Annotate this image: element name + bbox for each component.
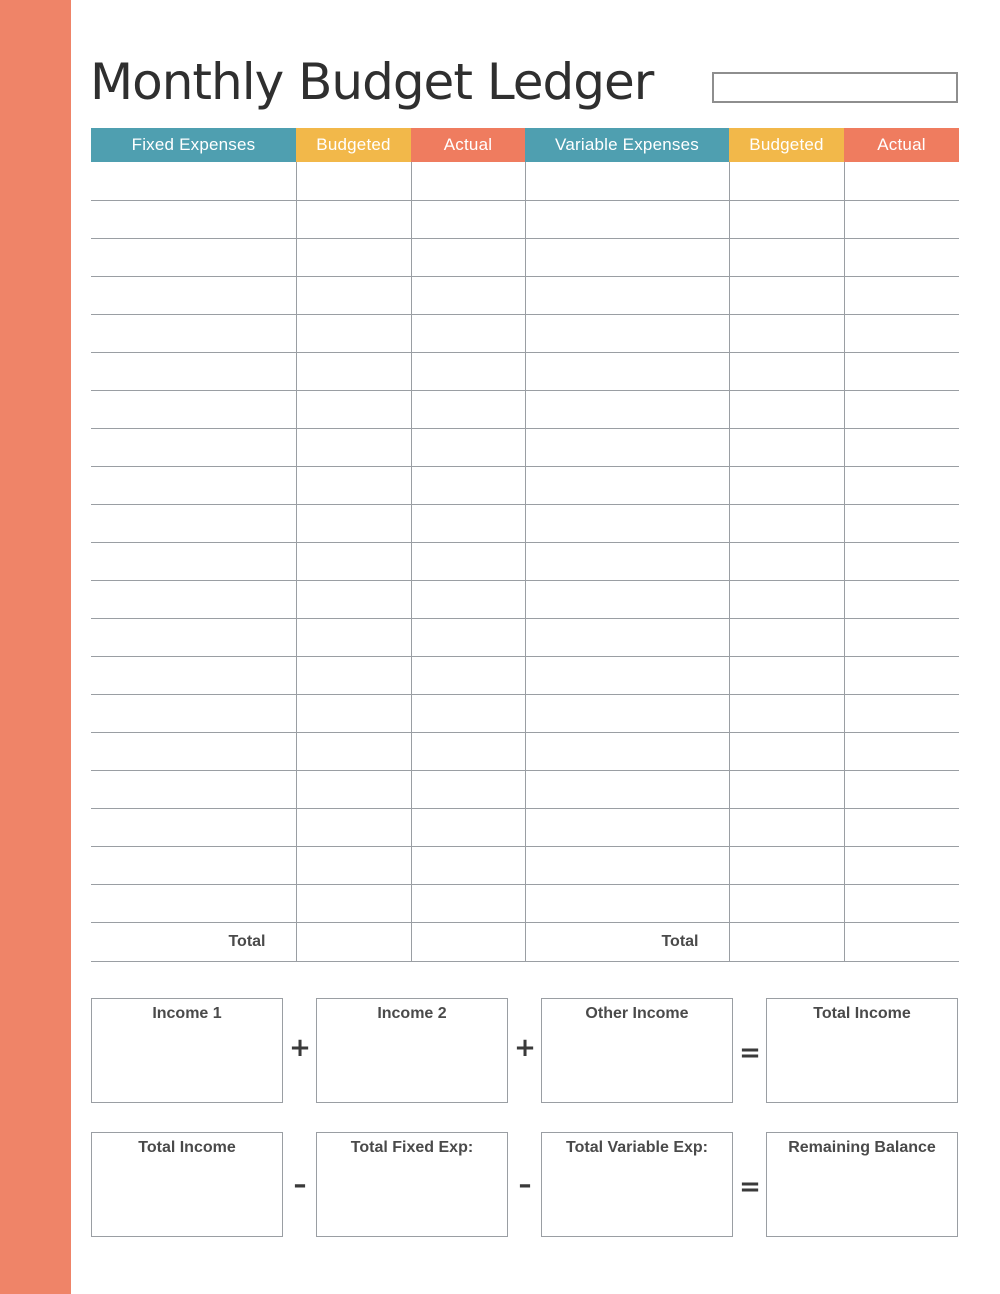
ledger-row	[91, 466, 959, 504]
fixed-budgeted-cell[interactable]	[296, 390, 411, 428]
variable-budgeted-cell[interactable]	[729, 162, 844, 200]
fixed-budgeted-cell[interactable]	[296, 200, 411, 238]
header-fixed-actual: Actual	[411, 128, 525, 162]
remaining-balance-box[interactable]	[766, 1132, 958, 1237]
fixed-actual-cell[interactable]	[411, 390, 525, 428]
fixed-expense-cell[interactable]	[91, 238, 296, 276]
ledger-row	[91, 770, 959, 808]
variable-expense-cell[interactable]	[525, 542, 729, 580]
variable-expense-cell[interactable]	[525, 770, 729, 808]
variable-expense-cell[interactable]	[525, 314, 729, 352]
variable-expense-cell[interactable]	[525, 504, 729, 542]
variable-actual-cell[interactable]	[844, 618, 959, 656]
variable-expense-cell[interactable]	[525, 694, 729, 732]
variable-actual-cell[interactable]	[844, 884, 959, 922]
fixed-actual-cell[interactable]	[411, 542, 525, 580]
variable-budgeted-cell[interactable]	[729, 466, 844, 504]
header-variable-actual: Actual	[844, 128, 959, 162]
plus-operator: +	[289, 1033, 311, 1063]
equals-operator: =	[739, 1038, 761, 1068]
fixed-budgeted-cell[interactable]	[296, 694, 411, 732]
fixed-budgeted-cell[interactable]	[296, 162, 411, 200]
fixed-expense-cell[interactable]	[91, 314, 296, 352]
variable-budgeted-cell[interactable]	[729, 276, 844, 314]
total-variable-exp-label: Total Variable Exp:	[566, 1139, 708, 1156]
income-1-box[interactable]	[91, 998, 283, 1103]
variable-actual-cell[interactable]	[844, 428, 959, 466]
variable-actual-cell[interactable]	[844, 238, 959, 276]
variable-budgeted-total-cell[interactable]	[729, 922, 844, 961]
variable-budgeted-cell[interactable]	[729, 884, 844, 922]
ledger-row	[91, 314, 959, 352]
remaining-balance-label: Remaining Balance	[788, 1139, 936, 1156]
total-income-box-2[interactable]	[91, 1132, 283, 1237]
income-2-label: Income 2	[377, 1005, 447, 1022]
fixed-budgeted-cell[interactable]	[296, 656, 411, 694]
side-color-bar	[0, 0, 71, 1294]
variable-actual-cell[interactable]	[844, 580, 959, 618]
fixed-actual-cell[interactable]	[411, 276, 525, 314]
fixed-budgeted-cell[interactable]	[296, 884, 411, 922]
variable-actual-cell[interactable]	[844, 466, 959, 504]
variable-actual-cell[interactable]	[844, 846, 959, 884]
ledger-row	[91, 276, 959, 314]
header-fixed-expenses: Fixed Expenses	[91, 128, 296, 162]
variable-actual-cell[interactable]	[844, 656, 959, 694]
minus-operator: –	[293, 1170, 307, 1200]
fixed-actual-cell[interactable]	[411, 428, 525, 466]
income-2-box[interactable]	[316, 998, 508, 1103]
ledger-row	[91, 428, 959, 466]
fixed-budgeted-cell[interactable]	[296, 808, 411, 846]
fixed-actual-cell[interactable]	[411, 352, 525, 390]
fixed-actual-cell[interactable]	[411, 808, 525, 846]
fixed-expense-cell[interactable]	[91, 770, 296, 808]
variable-expense-cell[interactable]	[525, 162, 729, 200]
fixed-expense-cell[interactable]	[91, 656, 296, 694]
other-income-box[interactable]	[541, 998, 733, 1103]
fixed-expense-cell[interactable]	[91, 428, 296, 466]
variable-expense-cell[interactable]	[525, 352, 729, 390]
fixed-expense-cell[interactable]	[91, 846, 296, 884]
income-1-label: Income 1	[152, 1005, 222, 1022]
variable-actual-cell[interactable]	[844, 390, 959, 428]
fixed-actual-cell[interactable]	[411, 238, 525, 276]
ledger-row	[91, 238, 959, 276]
total-income-box[interactable]	[766, 998, 958, 1103]
fixed-expense-cell[interactable]	[91, 162, 296, 200]
variable-actual-cell[interactable]	[844, 694, 959, 732]
fixed-actual-cell[interactable]	[411, 504, 525, 542]
fixed-actual-cell[interactable]	[411, 314, 525, 352]
variable-budgeted-cell[interactable]	[729, 580, 844, 618]
ledger-row	[91, 504, 959, 542]
ledger-row	[91, 580, 959, 618]
variable-actual-cell[interactable]	[844, 542, 959, 580]
variable-budgeted-cell[interactable]	[729, 694, 844, 732]
total-fixed-exp-box[interactable]	[316, 1132, 508, 1237]
fixed-expense-cell[interactable]	[91, 618, 296, 656]
fixed-budgeted-cell[interactable]	[296, 352, 411, 390]
fixed-actual-cell[interactable]	[411, 694, 525, 732]
variable-expense-cell[interactable]	[525, 656, 729, 694]
variable-actual-cell[interactable]	[844, 276, 959, 314]
total-fixed-exp-label: Total Fixed Exp:	[350, 1139, 474, 1156]
variable-budgeted-cell[interactable]	[729, 352, 844, 390]
fixed-expense-cell[interactable]	[91, 504, 296, 542]
variable-expense-cell[interactable]	[525, 580, 729, 618]
fixed-actual-cell[interactable]	[411, 884, 525, 922]
fixed-total-label: Total	[91, 922, 296, 961]
variable-actual-cell[interactable]	[844, 770, 959, 808]
fixed-expense-cell[interactable]	[91, 542, 296, 580]
variable-budgeted-cell[interactable]	[729, 732, 844, 770]
fixed-actual-cell[interactable]	[411, 466, 525, 504]
fixed-actual-total-cell[interactable]	[411, 922, 525, 961]
variable-total-label: Total	[525, 922, 729, 961]
ledger-row	[91, 542, 959, 580]
variable-budgeted-cell[interactable]	[729, 238, 844, 276]
variable-expense-cell[interactable]	[525, 466, 729, 504]
variable-actual-cell[interactable]	[844, 732, 959, 770]
ledger-row	[91, 200, 959, 238]
variable-budgeted-cell[interactable]	[729, 504, 844, 542]
variable-actual-total-cell[interactable]	[844, 922, 959, 961]
fixed-budgeted-cell[interactable]	[296, 542, 411, 580]
fixed-actual-cell[interactable]	[411, 656, 525, 694]
variable-budgeted-cell[interactable]	[729, 314, 844, 352]
total-income-label: Total Income	[813, 1005, 911, 1022]
fixed-actual-cell[interactable]	[411, 770, 525, 808]
variable-actual-cell[interactable]	[844, 200, 959, 238]
fixed-actual-cell[interactable]	[411, 732, 525, 770]
header-fixed-budgeted: Budgeted	[296, 128, 411, 162]
page-title: Monthly Budget Ledger	[90, 53, 654, 111]
fixed-budgeted-cell[interactable]	[296, 846, 411, 884]
fixed-expense-cell[interactable]	[91, 276, 296, 314]
ledger-row	[91, 846, 959, 884]
header-variable-budgeted: Budgeted	[729, 128, 844, 162]
fixed-actual-cell[interactable]	[411, 200, 525, 238]
ledger-row	[91, 162, 959, 200]
ledger-row	[91, 694, 959, 732]
variable-actual-cell[interactable]	[844, 162, 959, 200]
variable-expense-cell[interactable]	[525, 808, 729, 846]
ledger-row	[91, 352, 959, 390]
fixed-budgeted-cell[interactable]	[296, 238, 411, 276]
fixed-expense-cell[interactable]	[91, 808, 296, 846]
variable-budgeted-cell[interactable]	[729, 808, 844, 846]
variable-budgeted-cell[interactable]	[729, 618, 844, 656]
fixed-budgeted-cell[interactable]	[296, 428, 411, 466]
equals-operator: =	[739, 1172, 761, 1202]
fixed-budgeted-cell[interactable]	[296, 732, 411, 770]
fixed-expense-cell[interactable]	[91, 466, 296, 504]
fixed-budgeted-cell[interactable]	[296, 314, 411, 352]
variable-expense-cell[interactable]	[525, 428, 729, 466]
header-variable-expenses: Variable Expenses	[525, 128, 729, 162]
fixed-actual-cell[interactable]	[411, 580, 525, 618]
variable-budgeted-cell[interactable]	[729, 428, 844, 466]
variable-actual-cell[interactable]	[844, 352, 959, 390]
variable-expense-cell[interactable]	[525, 732, 729, 770]
variable-actual-cell[interactable]	[844, 314, 959, 352]
expense-ledger-table	[91, 128, 959, 962]
variable-actual-cell[interactable]	[844, 504, 959, 542]
month-input-box[interactable]	[712, 72, 958, 103]
plus-operator: +	[514, 1033, 536, 1063]
fixed-budgeted-cell[interactable]	[296, 504, 411, 542]
ledger-row	[91, 732, 959, 770]
variable-expense-cell[interactable]	[525, 618, 729, 656]
ledger-row	[91, 656, 959, 694]
fixed-expense-cell[interactable]	[91, 732, 296, 770]
variable-expense-cell[interactable]	[525, 390, 729, 428]
ledger-body	[91, 162, 959, 961]
ledger-row	[91, 884, 959, 922]
total-row	[91, 922, 959, 961]
ledger-row	[91, 808, 959, 846]
variable-budgeted-cell[interactable]	[729, 542, 844, 580]
fixed-expense-cell[interactable]	[91, 352, 296, 390]
fixed-budgeted-total-cell[interactable]	[296, 922, 411, 961]
fixed-actual-cell[interactable]	[411, 618, 525, 656]
variable-expense-cell[interactable]	[525, 276, 729, 314]
fixed-expense-cell[interactable]	[91, 200, 296, 238]
minus-operator: –	[518, 1170, 532, 1200]
other-income-label: Other Income	[585, 1005, 689, 1022]
ledger-row	[91, 618, 959, 656]
fixed-expense-cell[interactable]	[91, 580, 296, 618]
fixed-budgeted-cell[interactable]	[296, 770, 411, 808]
variable-budgeted-cell[interactable]	[729, 656, 844, 694]
fixed-budgeted-cell[interactable]	[296, 580, 411, 618]
variable-expense-cell[interactable]	[525, 846, 729, 884]
fixed-budgeted-cell[interactable]	[296, 618, 411, 656]
variable-expense-cell[interactable]	[525, 200, 729, 238]
variable-expense-cell[interactable]	[525, 884, 729, 922]
fixed-expense-cell[interactable]	[91, 694, 296, 732]
fixed-expense-cell[interactable]	[91, 390, 296, 428]
total-variable-exp-box[interactable]	[541, 1132, 733, 1237]
ledger-row	[91, 390, 959, 428]
fixed-budgeted-cell[interactable]	[296, 466, 411, 504]
variable-actual-cell[interactable]	[844, 808, 959, 846]
fixed-budgeted-cell[interactable]	[296, 276, 411, 314]
total-income-label-2: Total Income	[138, 1139, 236, 1156]
ledger-header-row	[91, 128, 959, 162]
variable-budgeted-cell[interactable]	[729, 846, 844, 884]
variable-budgeted-cell[interactable]	[729, 200, 844, 238]
fixed-expense-cell[interactable]	[91, 884, 296, 922]
variable-budgeted-cell[interactable]	[729, 390, 844, 428]
variable-budgeted-cell[interactable]	[729, 770, 844, 808]
fixed-actual-cell[interactable]	[411, 162, 525, 200]
variable-expense-cell[interactable]	[525, 238, 729, 276]
fixed-actual-cell[interactable]	[411, 846, 525, 884]
